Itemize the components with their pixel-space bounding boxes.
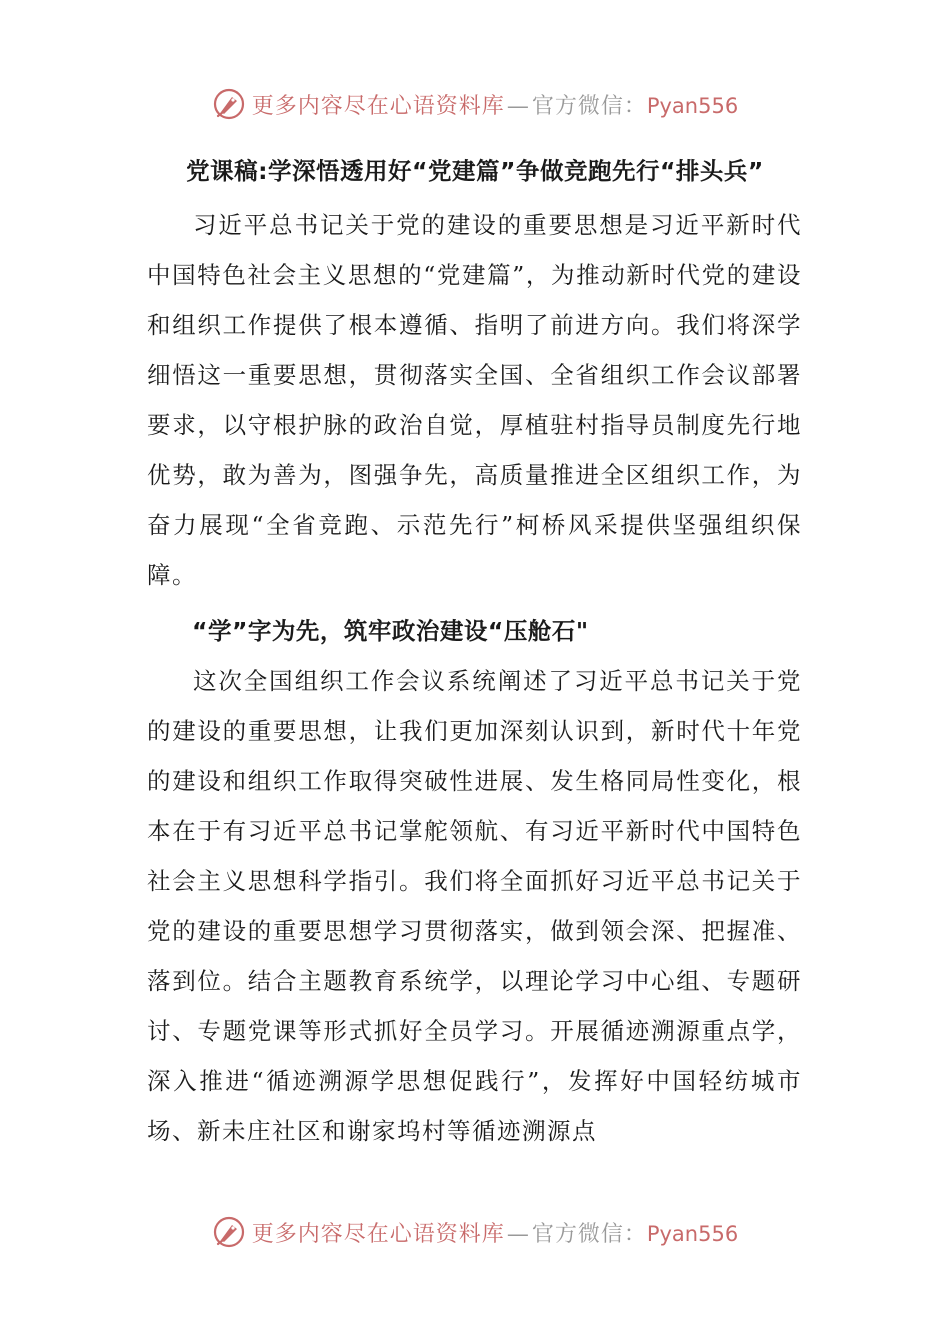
banner-separator: — xyxy=(506,1221,530,1247)
paragraph-body: 这次全国组织工作会议系统阐述了习近平总书记关于党的建设的重要思想，让我们更加深刻认识到，新时代十年党的建设和组织工作取得突破性进展、发生格同局性变化，根本在于有习近平总书记掌舵领航、有习近平新时代中国特色社会主义思想科学指引。我们将全面抓好习近平总书记关于党的建设的重要思想学习贯彻落实，做到领会深、把握准、落到位。结合主题教育系统学，以理论学习中心组、专题研讨、专题党课等形式抓好全员学习。开展循迹溯源重点学，深入推进“循迹溯源学思想促践行”，发挥好中国轻纺城市场、新未庄社区和谢家坞村等循迹溯源点 xyxy=(147,667,802,1145)
banner-text xyxy=(252,89,738,120)
banner-slogan: 更多内容尽在心语资料库 xyxy=(251,93,505,119)
banner-wechat-label: 官方微信： xyxy=(531,93,647,119)
footer-banner xyxy=(0,1212,950,1252)
banner-wechat-id: Pyan556 xyxy=(646,1221,739,1246)
banner-slogan: 更多内容尽在心语资料库 xyxy=(251,1221,505,1247)
header-banner xyxy=(0,84,950,124)
pen-nib-logo-icon xyxy=(212,87,246,121)
banner-separator: — xyxy=(506,93,530,119)
paragraph-intro: 习近平总书记关于党的建设的重要思想是习近平新时代中国特色社会主义思想的“党建篇”，为推动新时代党的建设和组织工作提供了根本遵循、指明了前进方向。我们将深学细悟这一重要思想，贯彻落实全国、全省组织工作会议部署要求，以守根护脉的政治自觉，厚植驻村指导员制度先行地优势，敢为善为，图强争先，高质量推进全区组织工作，为奋力展现“全省竞跑、示范先行”柯桥风采提供坚强组织保障。 xyxy=(147,211,802,589)
pen-nib-logo-icon xyxy=(212,1215,246,1249)
banner-text xyxy=(252,1217,738,1248)
banner-wechat-label: 官方微信： xyxy=(531,1221,647,1247)
banner-wechat-id: Pyan556 xyxy=(646,93,739,118)
section-heading: “学”字为先，筑牢政治建设“压舱石" xyxy=(192,617,589,645)
document-title: 党课稿:学深悟透用好“党建篇”争做竞跑先行“排头兵” xyxy=(186,157,764,185)
